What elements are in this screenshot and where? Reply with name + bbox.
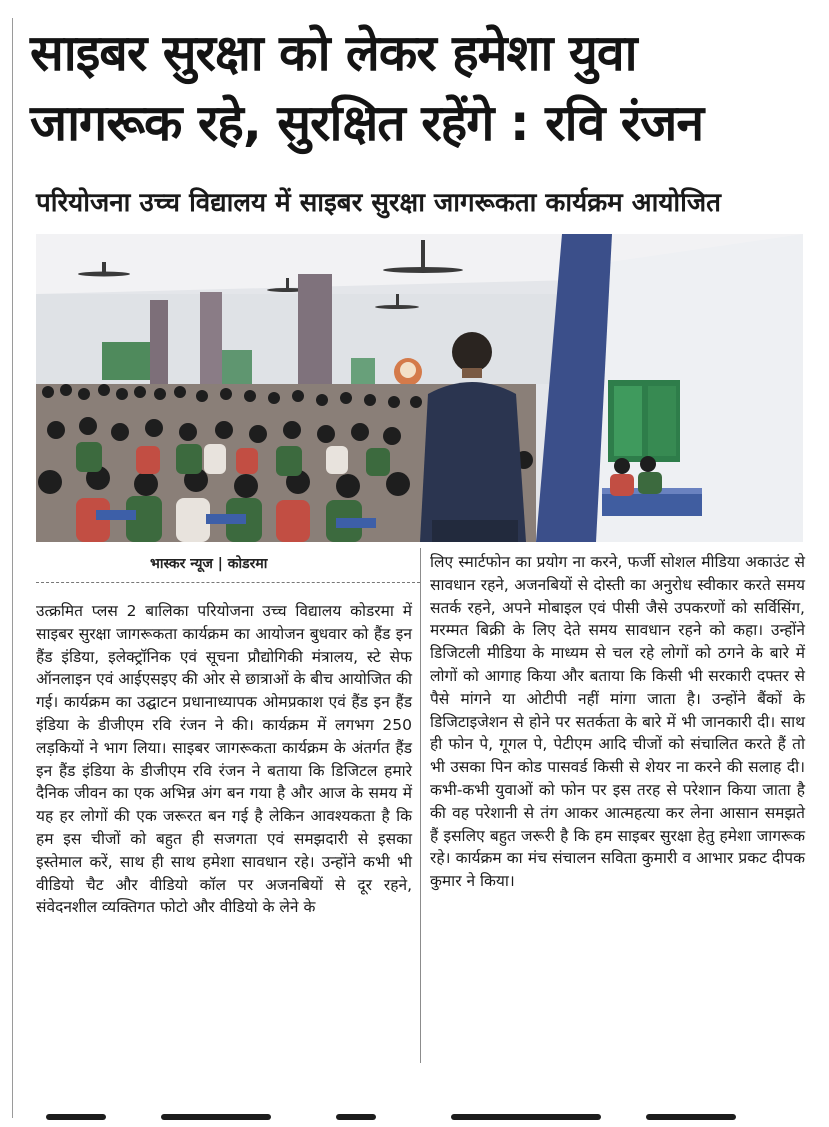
- next-article-cutoff: [36, 1100, 816, 1127]
- classroom-scene: [36, 234, 803, 542]
- classroom-photo: [36, 234, 803, 542]
- left-column-rule: [12, 18, 13, 1118]
- headline: [30, 18, 820, 158]
- dateline: भास्कर न्यूज | कोडरमा: [150, 556, 268, 572]
- column-divider: [420, 548, 421, 1063]
- article-column-1: उत्क्रमित प्लस 2 बालिका परियोजना उच्च विद्यालय कोडरमा में साइबर सुरक्षा जागरूकता कार्यक्रम का आयोजन बुधवार को हैंड इन हैंड इंडिया, इलेक्ट्रॉनिक एवं सूचना प्रौद्योगिकी मंत्रालय, स्टे सेफ ऑनलाइन एवं आईएसइए की ओर से छात्राओं के बीच आयोजित की गई। कार्यक्रम का उद्घाटन प्रधानाध्यापक ओमप्रकाश एवं हैंड इन हैंड इंडिया के डीजीएम रवि रंजन ने की। कार्यक्रम में लगभग 250 लड़कियों ने भाग लिया। साइबर जागरूकता कार्यक्रम के अंतर्गत हैंड इन हैंड इंडिया के डीजीएम रवि रंजन ने बताया कि डिजिटल हमारे दैनिक जीवन का एक अभिन्न अंग बन गया है और आज के समय में यह हर लोगों की एक जरूरत बन गई है लेकिन आवश्यकता है कि हम इस चीजों को बहुत ही सजगता एवं समझदारी से इसका इस्तेमाल करें, साथ ही साथ हमेशा सावधान रहे। उन्होंने कभी भी वीडियो चैट और वीडियो कॉल पर अजनबियों से दूर रहने, संवेदनशील व्यक्तिगत फोटो और वीडियो के लेने के: [36, 602, 412, 917]
- subheadline: परियोजना उच्च विद्यालय में साइबर सुरक्षा जागरूकता कार्यक्रम आयोजित: [36, 188, 722, 218]
- headline-line-2: जागरूक रहे, सुरक्षित रहेंगे : रवि रंजन: [30, 94, 704, 152]
- dateline-rule: [36, 582, 420, 584]
- article-column-2: लिए स्मार्टफोन का प्रयोग ना करने, फर्जी सोशल मीडिया अकाउंट से सावधान रहने, अजनबियों से दोस्ती का अनुरोध स्वीकार करते समय सतर्क रहने, अपने मोबाइल एवं पीसी जैसे उपकरणों को सर्विसिंग, मरम्मत बिक्री के लिए देते समय सावधान रहने को कहा। उन्होंने डिजिटली मीडिया के माध्यम से चल रहे लोगों को ठगने के बारे में लोगों को आगाह किया और बताया कि किसी भी सरकारी दफ्तर से पैसे मांगने या ओटीपी नहीं मांगा जाता है। उन्होंने बैंकों के डिजिटाइजेशन से होने पर सतर्कता के बारे में भी जानकारी दी। साथ ही फोन पे, गूगल पे, पेटीएम आदि चीजों को संचालित करते हैं तो भी उसका पिन कोड पासवर्ड किसी से शेयर ना करने की सलाह दी। कभी-कभी युवाओं को फोन पर इस तरह से परेशान किया जाता है की वह परेशानी से तंग आकर आत्महत्या कर लेना आसान समझते हैं इसलिए बहुत जरूरी है कि हम साइबर सुरक्षा हेतु हमेशा जागरूक रहे। कार्यक्रम का मंच संचालन सविता कुमारी व आभार प्रकट दीपक कुमार ने किया।: [430, 553, 805, 891]
- headline-line-1: साइबर सुरक्षा को लेकर हमेशा युवा: [30, 24, 637, 82]
